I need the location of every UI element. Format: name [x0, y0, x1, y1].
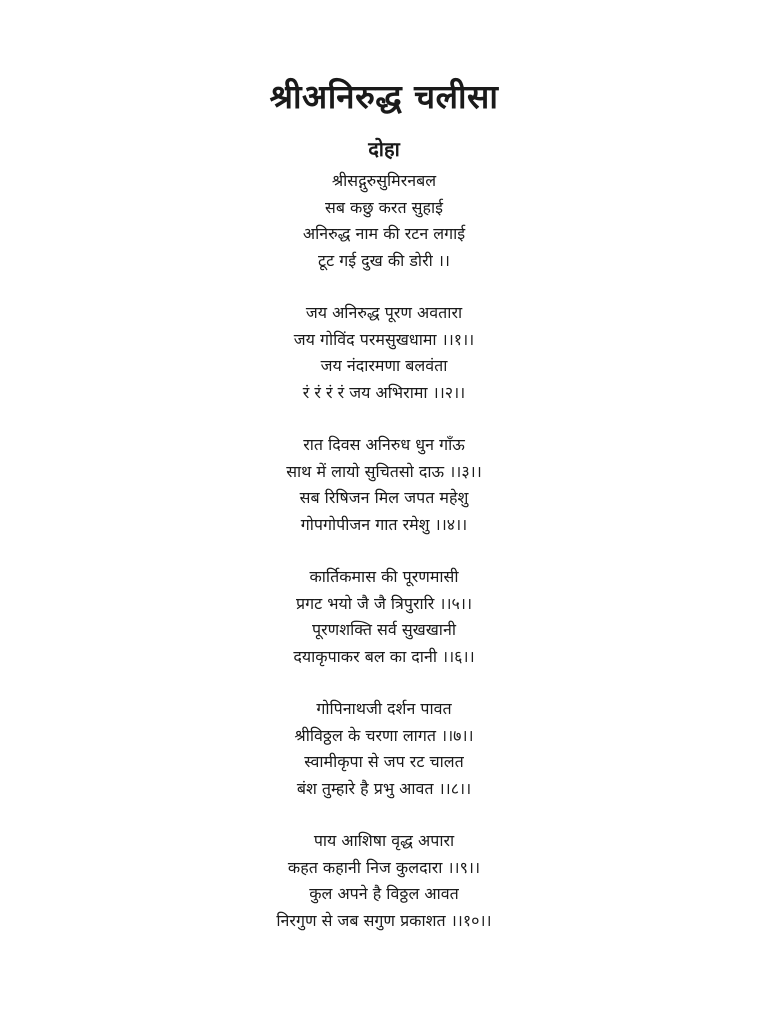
verse-line: अनिरुद्ध नाम की रटन लगाई	[302, 224, 466, 243]
verse-line: सब रिषिजन मिल जपत महेशु	[299, 488, 469, 507]
verse-line: पूरणशक्ति सर्व सुखखानी	[312, 620, 456, 639]
verse-line: जय गोविंद परमसुखधामा ।।१।।	[293, 329, 475, 349]
verse-line: जय अनिरुद्ध पूरण अवतारा	[305, 303, 463, 322]
verse-line: टूट गई दुख की डोरी ।।	[318, 250, 450, 270]
verse-line: गोपिनाथजी दर्शन पावत	[316, 699, 452, 718]
verse-line: प्रगट भयो जै जै त्रिपुरारि ।।५।।	[295, 593, 473, 613]
verse-line: बंश तुम्हारे है प्रभु आवत ।।८।।	[296, 778, 472, 798]
stanza	[0, 564, 768, 670]
stanza	[0, 432, 768, 538]
stanza	[0, 168, 768, 274]
verse-line: निरगुण से जब सगुण प्रकाशत ।।१०।।	[276, 910, 492, 930]
verse-line: स्वामीकृपा से जप रट चालत	[304, 752, 464, 771]
stanza	[0, 696, 768, 802]
verse-line: गोपगोपीजन गात रमेशु ।।४।।	[300, 514, 468, 534]
verse-line: दयाकृपाकर बल का दानी ।।६।।	[293, 646, 475, 666]
stanza	[0, 828, 768, 934]
verse-line: पाय आशिषा वृद्ध अपारा	[313, 831, 455, 850]
verse-line: कार्तिकमास की पूरणमासी	[309, 567, 459, 586]
section-heading: दोहा	[368, 137, 400, 161]
verse-line: रं रं रं रं जय अभिरामा ।।२।।	[302, 382, 466, 402]
verse-line: कहत कहानी निज कुलदारा ।।९।।	[287, 857, 481, 877]
verse-line: रात दिवस अनिरुध धुन गाँऊ	[303, 435, 465, 454]
verse-line: साथ में लायो सुचितसो दाऊ ।।३।।	[286, 461, 482, 481]
verse-list	[0, 168, 768, 960]
verse-line: श्रीसद्गुरुसुमिरनबल	[331, 171, 437, 190]
verse-line: जय नंदारमणा बलवंता	[320, 356, 448, 375]
verse-line: श्रीविठ्ठल के चरणा लागत ।।७।।	[294, 725, 474, 745]
page-title: श्रीअनिरुद्ध चलीसा	[269, 77, 499, 116]
verse-line: कुल अपने है विठ्ठल आवत	[309, 884, 459, 903]
verse-line: सब कछु करत सुहाई	[325, 197, 443, 217]
stanza	[0, 300, 768, 406]
